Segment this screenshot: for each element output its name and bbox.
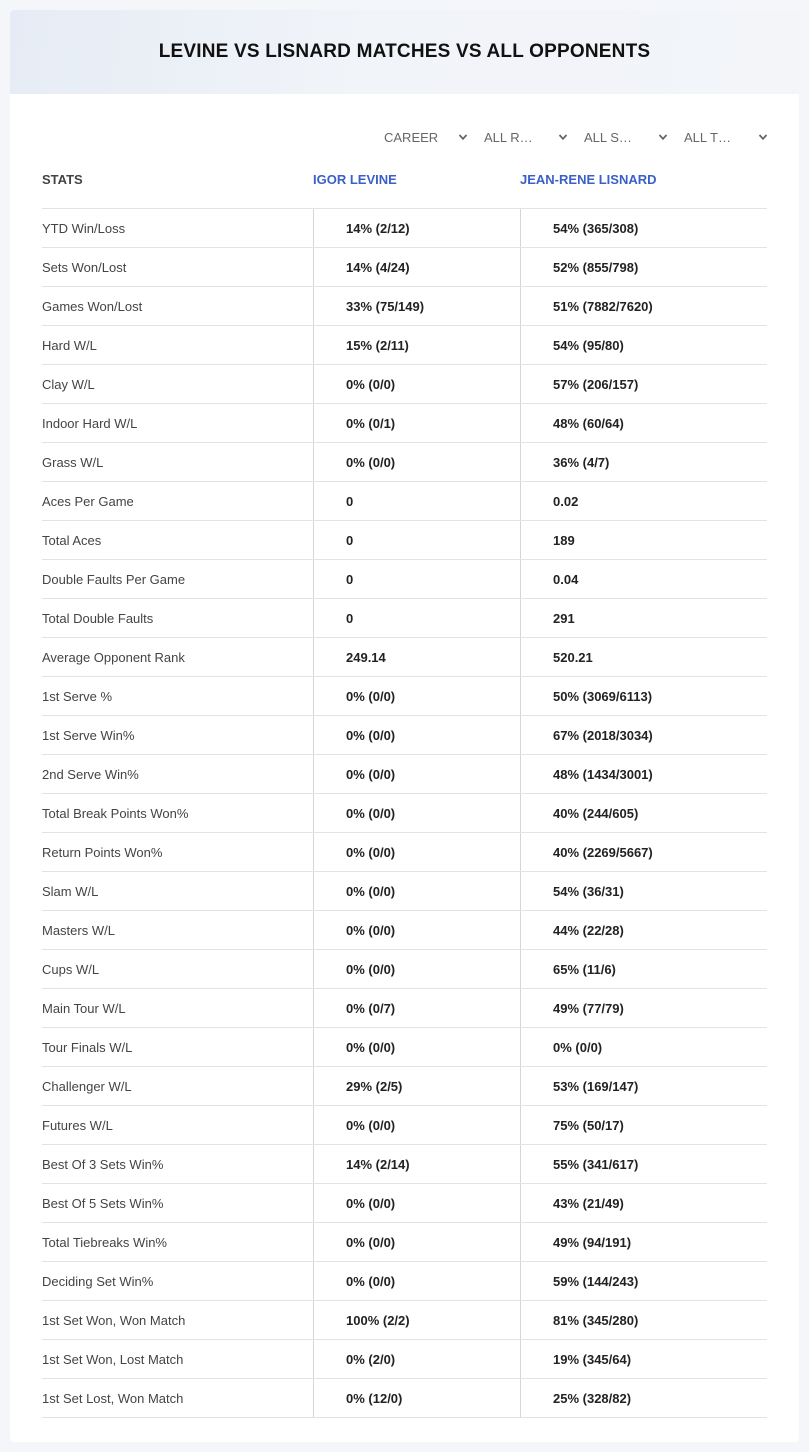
player2-value-cell: 0.02 xyxy=(520,482,767,520)
player2-value-cell: 81% (345/280) xyxy=(520,1301,767,1339)
player1-value-cell: 0% (0/0) xyxy=(313,677,520,715)
table-row xyxy=(42,833,767,872)
player2-value-cell: 291 xyxy=(520,599,767,637)
table-row xyxy=(42,404,767,443)
stat-name-cell: 1st Serve Win% xyxy=(42,727,135,743)
table-row xyxy=(42,365,767,404)
player1-value-cell: 14% (4/24) xyxy=(313,248,520,286)
player2-value-cell: 48% (60/64) xyxy=(520,404,767,442)
player2-value-cell: 36% (4/7) xyxy=(520,443,767,481)
stat-name-cell: YTD Win/Loss xyxy=(42,220,126,236)
stat-name-cell: Futures W/L xyxy=(42,1117,113,1133)
player1-value-cell: 0 xyxy=(313,521,520,559)
stat-name-cell: Total Tiebreaks Win% xyxy=(42,1234,167,1250)
player1-value-cell: 33% (75/149) xyxy=(313,287,520,325)
stat-name-cell: Indoor Hard W/L xyxy=(42,415,138,431)
player1-value-cell: 0 xyxy=(313,482,520,520)
player2-value-cell: 189 xyxy=(520,521,767,559)
stat-name-cell: Main Tour W/L xyxy=(42,1000,126,1016)
filter-surface-label: ALL S… xyxy=(584,129,632,145)
table-row xyxy=(42,716,767,755)
player1-value-cell: 0% (0/0) xyxy=(313,872,520,910)
stat-name-cell: Best Of 5 Sets Win% xyxy=(42,1195,164,1211)
table-row xyxy=(42,911,767,950)
player2-value-cell: 75% (50/17) xyxy=(520,1106,767,1144)
table-row xyxy=(42,482,767,521)
player2-value-cell: 19% (345/64) xyxy=(520,1340,767,1378)
column-header-stats: STATS xyxy=(42,172,83,187)
stat-name-cell: Cups W/L xyxy=(42,961,100,977)
player2-value-cell: 48% (1434/3001) xyxy=(520,755,767,793)
player1-value-cell: 0% (0/0) xyxy=(313,1184,520,1222)
player1-value-cell: 100% (2/2) xyxy=(313,1301,520,1339)
stat-name-cell: Total Double Faults xyxy=(42,610,154,626)
player2-value-cell: 50% (3069/6113) xyxy=(520,677,767,715)
filter-surface-select[interactable] xyxy=(580,127,680,147)
player1-value-cell: 0% (2/0) xyxy=(313,1340,520,1378)
stats-table xyxy=(42,208,767,1418)
player1-value-cell: 29% (2/5) xyxy=(313,1067,520,1105)
player2-value-cell: 0% (0/0) xyxy=(520,1028,767,1066)
table-row xyxy=(42,1028,767,1067)
filter-round-label: ALL R… xyxy=(484,129,533,145)
table-row xyxy=(42,560,767,599)
player1-value-cell: 0% (0/0) xyxy=(313,365,520,403)
table-row xyxy=(42,287,767,326)
table-row xyxy=(42,326,767,365)
stat-name-cell: Grass W/L xyxy=(42,454,104,470)
stat-name-cell: Best Of 3 Sets Win% xyxy=(42,1156,164,1172)
stat-name-cell: Games Won/Lost xyxy=(42,298,143,314)
player1-value-cell: 0% (0/0) xyxy=(313,833,520,871)
player1-value-cell: 0 xyxy=(313,599,520,637)
page-header xyxy=(10,10,799,94)
player1-value-cell: 0% (0/0) xyxy=(313,443,520,481)
player1-value-cell: 0% (0/7) xyxy=(313,989,520,1027)
player2-value-cell: 54% (365/308) xyxy=(520,209,767,247)
stat-name-cell: Total Aces xyxy=(42,532,102,548)
player2-value-cell: 54% (36/31) xyxy=(520,872,767,910)
table-row xyxy=(42,1145,767,1184)
player2-value-cell: 0.04 xyxy=(520,560,767,598)
player1-value-cell: 14% (2/12) xyxy=(313,209,520,247)
player2-value-cell: 67% (2018/3034) xyxy=(520,716,767,754)
table-row xyxy=(42,209,767,248)
table-row xyxy=(42,677,767,716)
stat-name-cell: Double Faults Per Game xyxy=(42,571,186,587)
player2-value-cell: 25% (328/82) xyxy=(520,1379,767,1417)
stat-name-cell: 2nd Serve Win% xyxy=(42,766,139,782)
player1-value-cell: 15% (2/11) xyxy=(313,326,520,364)
stat-name-cell: Clay W/L xyxy=(42,376,95,392)
chevron-down-icon xyxy=(458,132,468,142)
table-row xyxy=(42,638,767,677)
table-row xyxy=(42,1184,767,1223)
player2-value-cell: 51% (7882/7620) xyxy=(520,287,767,325)
table-row xyxy=(42,872,767,911)
stat-name-cell: Slam W/L xyxy=(42,883,99,899)
player1-value-cell: 0% (0/0) xyxy=(313,911,520,949)
player1-value-cell: 249.14 xyxy=(313,638,520,676)
player2-value-cell: 52% (855/798) xyxy=(520,248,767,286)
player2-value-cell: 49% (94/191) xyxy=(520,1223,767,1261)
filter-period-label: CAREER xyxy=(384,129,439,145)
stat-name-cell: Hard W/L xyxy=(42,337,97,353)
player1-value-cell: 0% (0/0) xyxy=(313,716,520,754)
player1-value-cell: 0% (0/0) xyxy=(313,1106,520,1144)
player1-value-cell: 0% (12/0) xyxy=(313,1379,520,1417)
filter-round-select[interactable] xyxy=(480,127,580,147)
column-header-player2-link[interactable]: JEAN-RENE LISNARD xyxy=(520,172,657,187)
table-row xyxy=(42,599,767,638)
table-row xyxy=(42,950,767,989)
player1-value-cell: 0% (0/0) xyxy=(313,1223,520,1261)
player2-value-cell: 43% (21/49) xyxy=(520,1184,767,1222)
stat-name-cell: Challenger W/L xyxy=(42,1078,132,1094)
player2-value-cell: 54% (95/80) xyxy=(520,326,767,364)
table-row xyxy=(42,989,767,1028)
filter-tournament-label: ALL T… xyxy=(684,129,731,145)
player1-value-cell: 0% (0/0) xyxy=(313,794,520,832)
chevron-down-icon xyxy=(558,132,568,142)
player2-value-cell: 44% (22/28) xyxy=(520,911,767,949)
stat-name-cell: Total Break Points Won% xyxy=(42,805,189,821)
page-title: LEVINE VS LISNARD MATCHES VS ALL OPPONENTS xyxy=(158,41,651,62)
player1-value-cell: 0% (0/0) xyxy=(313,950,520,988)
player2-value-cell: 53% (169/147) xyxy=(520,1067,767,1105)
table-row xyxy=(42,755,767,794)
filter-period-select[interactable] xyxy=(380,127,480,147)
player1-value-cell: 0% (0/0) xyxy=(313,755,520,793)
table-row xyxy=(42,1223,767,1262)
table-row xyxy=(42,443,767,482)
stat-name-cell: 1st Set Won, Won Match xyxy=(42,1312,186,1328)
stat-name-cell: Deciding Set Win% xyxy=(42,1273,154,1289)
stats-card xyxy=(10,10,799,1442)
stat-name-cell: Average Opponent Rank xyxy=(42,649,185,665)
stat-name-cell: Return Points Won% xyxy=(42,844,163,860)
stat-name-cell: 1st Set Won, Lost Match xyxy=(42,1351,184,1367)
player1-value-cell: 14% (2/14) xyxy=(313,1145,520,1183)
chevron-down-icon xyxy=(658,132,668,142)
player1-value-cell: 0% (0/0) xyxy=(313,1028,520,1066)
table-row xyxy=(42,248,767,287)
player2-value-cell: 49% (77/79) xyxy=(520,989,767,1027)
stat-name-cell: 1st Serve % xyxy=(42,688,113,704)
player2-value-cell: 40% (244/605) xyxy=(520,794,767,832)
chevron-down-icon xyxy=(758,132,768,142)
table-row xyxy=(42,794,767,833)
table-row xyxy=(42,1379,767,1418)
column-header-player1-link[interactable]: IGOR LEVINE xyxy=(313,172,397,187)
stat-name-cell: 1st Set Lost, Won Match xyxy=(42,1390,184,1406)
player1-value-cell: 0% (0/0) xyxy=(313,1262,520,1300)
filter-bar xyxy=(380,127,780,147)
table-row xyxy=(42,1067,767,1106)
table-row xyxy=(42,1106,767,1145)
filter-tournament-select[interactable] xyxy=(680,127,780,147)
table-row xyxy=(42,1262,767,1301)
player1-value-cell: 0 xyxy=(313,560,520,598)
table-row xyxy=(42,1301,767,1340)
player2-value-cell: 40% (2269/5667) xyxy=(520,833,767,871)
stat-name-cell: Aces Per Game xyxy=(42,493,134,509)
stat-name-cell: Sets Won/Lost xyxy=(42,259,127,275)
table-row xyxy=(42,1340,767,1379)
player2-value-cell: 55% (341/617) xyxy=(520,1145,767,1183)
player2-value-cell: 520.21 xyxy=(520,638,767,676)
table-row xyxy=(42,521,767,560)
stat-name-cell: Tour Finals W/L xyxy=(42,1039,133,1055)
player1-value-cell: 0% (0/1) xyxy=(313,404,520,442)
player2-value-cell: 59% (144/243) xyxy=(520,1262,767,1300)
player2-value-cell: 65% (11/6) xyxy=(520,950,767,988)
player2-value-cell: 57% (206/157) xyxy=(520,365,767,403)
stat-name-cell: Masters W/L xyxy=(42,922,115,938)
